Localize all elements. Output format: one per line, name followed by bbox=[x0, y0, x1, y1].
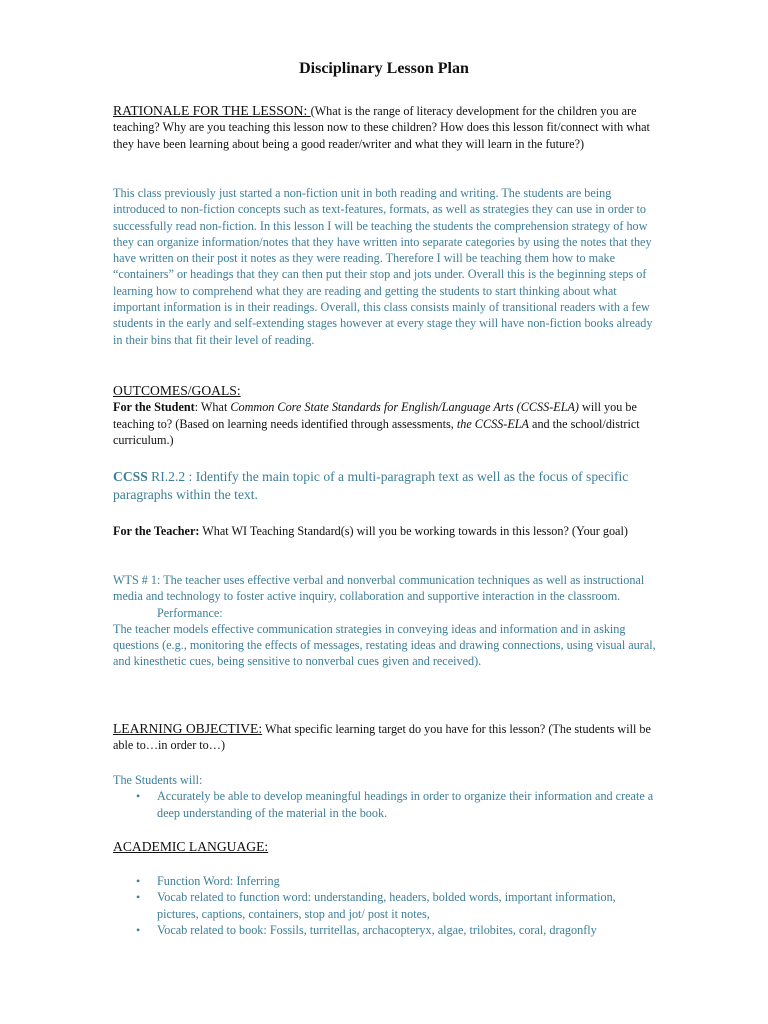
ccss-label: CCSS bbox=[113, 469, 148, 484]
bullet-icon: • bbox=[136, 922, 141, 937]
academic-list bbox=[113, 873, 658, 938]
bullet-icon: • bbox=[136, 890, 141, 905]
teacher-label: For the Teacher: bbox=[113, 524, 200, 538]
academic-heading: ACADEMIC LANGUAGE: bbox=[113, 839, 269, 854]
wts-standard: WTS # 1: The teacher uses effective verbal and nonverbal communication techniques as well as instructional media and technology to foster active inquiry, collaboration and supportive interaction in the classroom. bbox=[113, 573, 645, 604]
list-item bbox=[136, 922, 658, 938]
bullet-icon: • bbox=[136, 789, 141, 804]
academic-bullet-text: Vocab related to book: Fossils, turritellas, archacopteryx, algae, trilobites, coral, dragonfly bbox=[157, 922, 597, 937]
performance-label: Performance: bbox=[157, 605, 223, 620]
wts-block bbox=[113, 572, 658, 670]
teacher-question bbox=[113, 523, 658, 539]
academic-bullet-text: Function Word: Inferring bbox=[157, 874, 280, 888]
academic-heading-block bbox=[113, 839, 658, 855]
academic-list-block bbox=[113, 873, 658, 938]
outcomes-block bbox=[113, 383, 658, 448]
student-question bbox=[113, 399, 658, 448]
ccss-text: RI.2.2 : Identify the main topic of a multi-paragraph text as well as the focus of specific paragraphs within the text. bbox=[113, 469, 629, 502]
student-label: For the Student bbox=[113, 400, 195, 415]
teacher-question-text: What WI Teaching Standard(s) will you be working towards in this lesson? (Your goal) bbox=[199, 524, 628, 538]
student-question-part2: will you be teaching to? (Based on learning needs identified through assessments, bbox=[113, 400, 637, 431]
objective-bullet-text: Accurately be able to develop meaningful headings in order to organize their information and create a deep understanding of the material in the book. bbox=[157, 789, 654, 820]
rationale-question: (What is the range of literacy development for the children you are teaching? Why are you teaching this lesson now to these children? How does this lesson fit/connect with what they have been learning about being a good reader/writer and what they will learn in the future?) bbox=[113, 104, 650, 151]
performance-text: The teacher models effective communication strategies in conveying ideas and information and in asking questions (e.g., monitoring the effects of messages, restating ideas and drawing connections, using visual aural, and kinesthetic cues, being sensitive to nonverbal cues given and received). bbox=[113, 621, 656, 669]
academic-bullet-text: Vocab related to function word: understanding, headers, bolded words, important information, pictures, captions, containers, stop and jot/ post it notes, bbox=[157, 890, 616, 921]
objective-intro: The Students will: bbox=[113, 773, 203, 787]
objective-answer-block bbox=[113, 772, 658, 821]
objective-question: What specific learning target do you have for this lesson? (The students will be able to…in order to…) bbox=[113, 722, 651, 753]
list-item bbox=[136, 889, 658, 922]
rationale-question-block bbox=[113, 103, 658, 152]
list-item bbox=[136, 788, 658, 821]
objective-heading: LEARNING OBJECTIVE: bbox=[113, 721, 263, 736]
student-question-italic1: Common Core State Standards for English/Language Arts (CCSS-ELA) bbox=[230, 400, 579, 415]
page-title: Disciplinary Lesson Plan bbox=[299, 60, 469, 77]
objective-list bbox=[113, 788, 658, 821]
student-question-part3: and the school/district curriculum.) bbox=[113, 416, 640, 447]
objective-question-block bbox=[113, 721, 658, 754]
outcomes-heading: OUTCOMES/GOALS: bbox=[113, 383, 241, 398]
rationale-answer: This class previously just started a non-fiction unit in both reading and writing. The students are being introduced to non-fiction concepts such as text-features, formats, as well as strategies they can use in order to successfully read non-fiction. In this lesson I will be teaching the students the comprehension strategy of how they can organize information/notes that they have written into separate categories by using the notes that they have written on their post it notes as they were reading. Therefore I will be teaching them how to make “containers” or headings that they can then put their stop and jots under. Overall this is the beginning steps of learning how to comprehend what they are reading and getting the students to start thinking about what important information is in their readings. Overall, this class consists mainly of transitional readers with a few students in the early and self-extending stages however at every stage they will have non-fiction books already in their bins that fit their level of reading. bbox=[113, 186, 653, 347]
student-question-part1: : What bbox=[194, 400, 231, 415]
student-question-italic2: the CCSS-ELA bbox=[456, 416, 529, 431]
list-item bbox=[136, 873, 658, 889]
rationale-heading: RATIONALE FOR THE LESSON: bbox=[113, 103, 311, 118]
ccss-standard bbox=[113, 468, 658, 504]
bullet-icon: • bbox=[136, 874, 141, 888]
